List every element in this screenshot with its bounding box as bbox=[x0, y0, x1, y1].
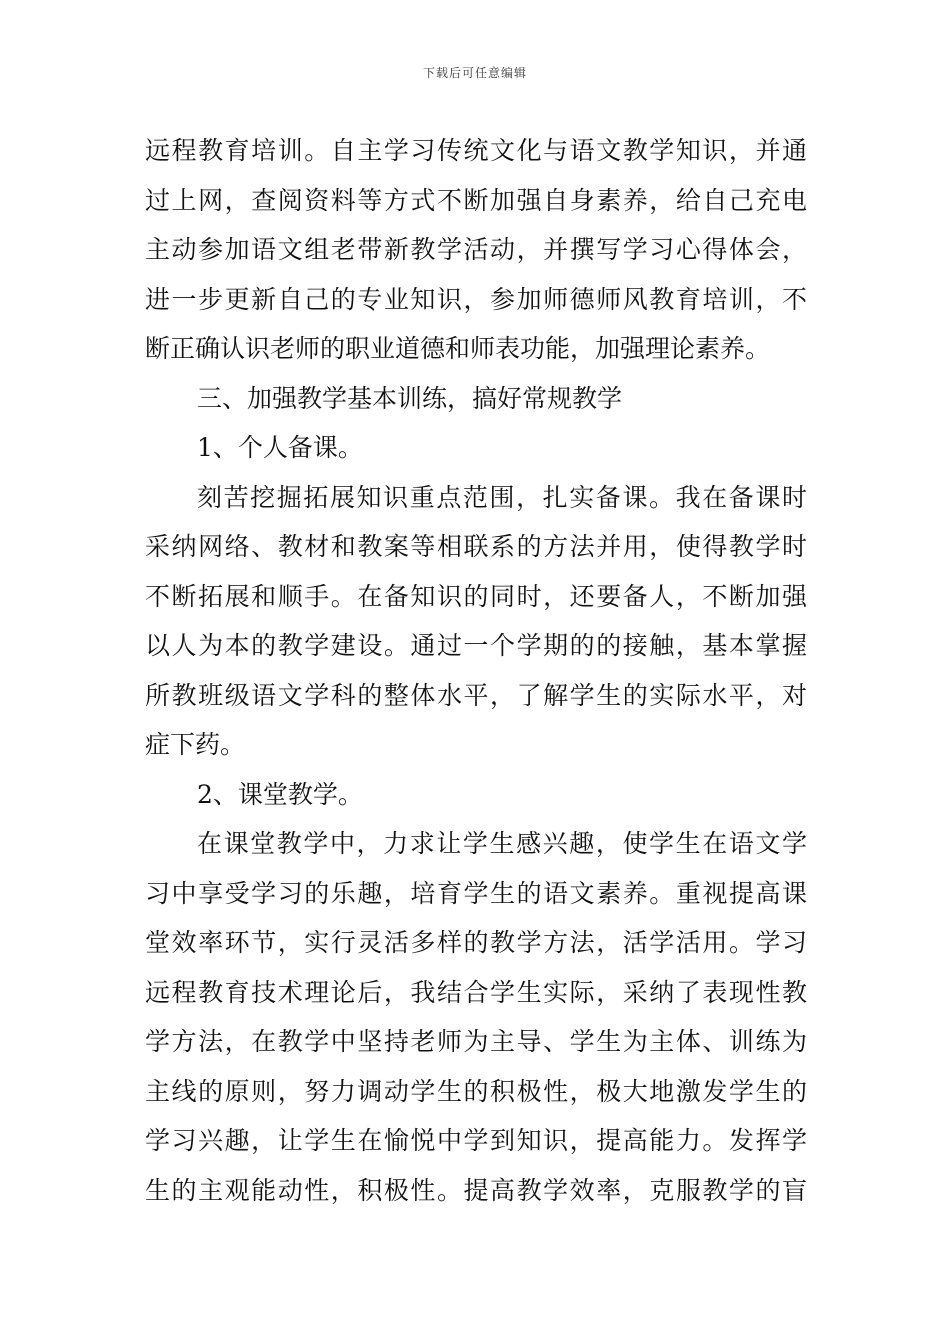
text-line: 远程教育技术理论后，我结合学生实际，采纳了表现性教 bbox=[145, 977, 807, 1007]
text-line: 以人为本的教学建设。通过一个学期的的接触，基本掌握 bbox=[145, 631, 807, 660]
subsection-heading: 2、课堂教学。 bbox=[197, 779, 363, 809]
text-line: 堂效率环节，实行灵活多样的教学方法，活学活用。学习 bbox=[145, 928, 807, 957]
section-heading: 三、加强教学基本训练，搞好常规教学 bbox=[197, 383, 623, 413]
text-line: 学习兴趣，让学生在愉悦中学到知识，提高能力。发挥学 bbox=[145, 1126, 807, 1155]
text-line: 所教班级语文学科的整体水平，了解学生的实际水平，对 bbox=[145, 680, 807, 710]
text-line: 生的主观能动性，积极性。提高教学效率，克服教学的盲 bbox=[145, 1175, 807, 1205]
text-line: 进一步更新自己的专业知识，参加师德师风教育培训，不 bbox=[145, 284, 807, 314]
text-line: 刻苦挖掘拓展知识重点范围，扎实备课。我在备课时 bbox=[197, 482, 807, 512]
text-line: 症下药。 bbox=[145, 730, 246, 759]
subsection-heading: 1、个人备课。 bbox=[197, 433, 363, 462]
text-line: 主动参加语文组老带新教学活动，并撰写学习心得体会， bbox=[145, 235, 807, 264]
text-line: 不断拓展和顺手。在备知识的同时，还要备人，不断加强 bbox=[145, 581, 807, 611]
text-line: 习中享受学习的乐趣，培育学生的语文素养。重视提高课 bbox=[145, 878, 807, 908]
text-line: 过上网，查阅资料等方式不断加强自身素养，给自己充电 bbox=[145, 185, 807, 215]
text-line: 断正确认识老师的职业道德和师表功能，加强理论素养。 bbox=[145, 334, 771, 363]
text-line: 远程教育培训。自主学习传统文化与语文教学知识，并通 bbox=[145, 136, 807, 165]
text-line: 主线的原则，努力调动学生的积极性，极大地激发学生的 bbox=[145, 1076, 807, 1106]
text-line: 在课堂教学中，力求让学生感兴趣，使学生在语文学 bbox=[197, 829, 807, 858]
text-line: 采纳网络、教材和教案等相联系的方法并用，使得教学时 bbox=[145, 532, 807, 561]
page-header: 下载后可任意编辑 bbox=[422, 66, 527, 80]
text-line: 学方法，在教学中坚持老师为主导、学生为主体、训练为 bbox=[145, 1027, 807, 1056]
document-body bbox=[145, 126, 807, 1215]
